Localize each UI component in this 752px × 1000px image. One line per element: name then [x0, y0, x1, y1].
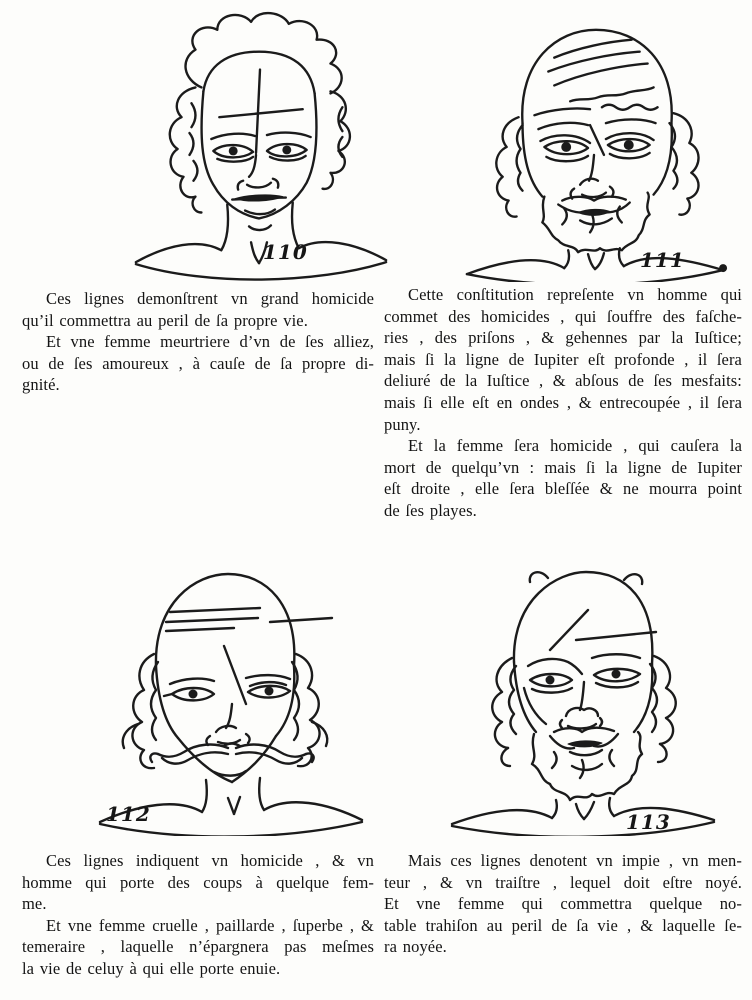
woodcut-face-mustache-lines — [72, 552, 382, 836]
text-line: Et vne femme meurtriere d’vn de ſes alliez, — [46, 332, 374, 352]
figure-113 — [428, 552, 738, 836]
text-line: Ces lignes indiquent vn homicide , & vn — [46, 851, 374, 870]
mustache-mouth — [550, 728, 618, 755]
text-line: ra noyée. — [384, 937, 447, 957]
caption-text-112 — [22, 850, 374, 980]
figure-number: 112 — [106, 802, 151, 826]
eyes-brows — [524, 654, 640, 724]
text-line: gnité. — [22, 375, 60, 395]
text-line: la vie de celuy à qui elle porte enuie. — [22, 958, 281, 978]
head-outline — [156, 574, 294, 738]
head-outline — [514, 572, 652, 732]
neck-shoulders — [452, 798, 714, 836]
figure-110 — [105, 4, 415, 282]
caption-text-113 — [384, 850, 742, 958]
text-line: Cette conſtitution repreſente vn homme qui — [408, 285, 742, 304]
text-line: me. — [22, 894, 47, 914]
figure-number: 111 — [640, 248, 685, 272]
figure-number: 113 — [626, 810, 671, 834]
text-line: Et vne femme cruelle , paillarde , ſuperbe , & — [46, 915, 374, 935]
text-line: Ces lignes demonſtrent vn grand homicide — [46, 289, 374, 308]
woodcut-face-bearded-diagonal — [428, 552, 738, 836]
handlebar-mustache — [150, 744, 313, 776]
text-line: commet des homicides , qui ſouffre des faſche- — [384, 306, 742, 326]
woodcut-face-cross-forehead — [105, 4, 415, 282]
figure-111 — [440, 4, 750, 282]
text-line: qu’il commettra au peril de ſa propre vie. — [22, 310, 308, 330]
figure-number: 110 — [263, 240, 308, 264]
text-line: temeraire , laquelle n’épargnera pas meſmes — [22, 937, 374, 957]
eyes-brows — [211, 133, 310, 162]
forehead-line-marks — [166, 608, 332, 704]
text-line: mais ſi la ligne de Iupiter eſt profonde , il ſera — [384, 349, 742, 369]
text-line: ries , des priſons , & gehennes par la Iuſtice; — [384, 328, 742, 348]
text-line: table trahiſon au peril de ſa vie , & laquelle ſe- — [384, 915, 742, 935]
eyes-brows — [164, 675, 290, 700]
paragraph — [22, 288, 374, 331]
paragraph — [384, 435, 742, 521]
paragraph — [22, 331, 374, 396]
paragraph — [384, 850, 742, 958]
text-line: Et vne femme qui commettra quelque no- — [384, 894, 742, 914]
text-line: teur , & vn traiſtre , lequel doit eſtre noyé. — [384, 872, 742, 892]
text-line: de ſes playes. — [384, 500, 477, 520]
eyes-brows — [538, 119, 655, 161]
paragraph — [22, 915, 374, 980]
neck-shoulders — [467, 248, 727, 282]
forehead-marks — [550, 610, 656, 650]
figure-112 — [72, 552, 382, 836]
beard — [542, 193, 649, 253]
side-hair — [123, 654, 327, 768]
forehead-cross-mark — [219, 70, 302, 153]
text-line: deliuré de la Iuſtice , & abſous de ſes mesfaits: — [384, 371, 742, 391]
forehead-wrinkles — [534, 40, 657, 115]
paragraph — [384, 284, 742, 435]
text-line: ou de ſes amoureux , à cauſe de ſa propre di- — [22, 353, 374, 373]
paragraph — [22, 850, 374, 915]
nose — [560, 682, 602, 728]
text-line: mais ſi elle eſt en ondes , & entrecoupée , il ſera — [384, 392, 742, 412]
nose — [206, 704, 249, 745]
text-line: homme qui porte des coups à quelque fem- — [22, 872, 374, 892]
caption-text-110 — [22, 288, 374, 396]
woodcut-face-bearded-wrinkles — [440, 4, 750, 282]
text-line: puny. — [384, 414, 421, 434]
text-line: eſt droite , elle ſera bleſſée & ne mourra point — [384, 479, 742, 499]
caption-text-111 — [384, 284, 742, 522]
text-line: Mais ces lignes denotent vn impie , vn men- — [408, 851, 742, 870]
text-line: mort de quelqu’vn : mais ſi la ligne de Iupiter — [384, 457, 742, 477]
text-line: Et la femme ſera homicide , qui cauſera la — [408, 436, 742, 456]
